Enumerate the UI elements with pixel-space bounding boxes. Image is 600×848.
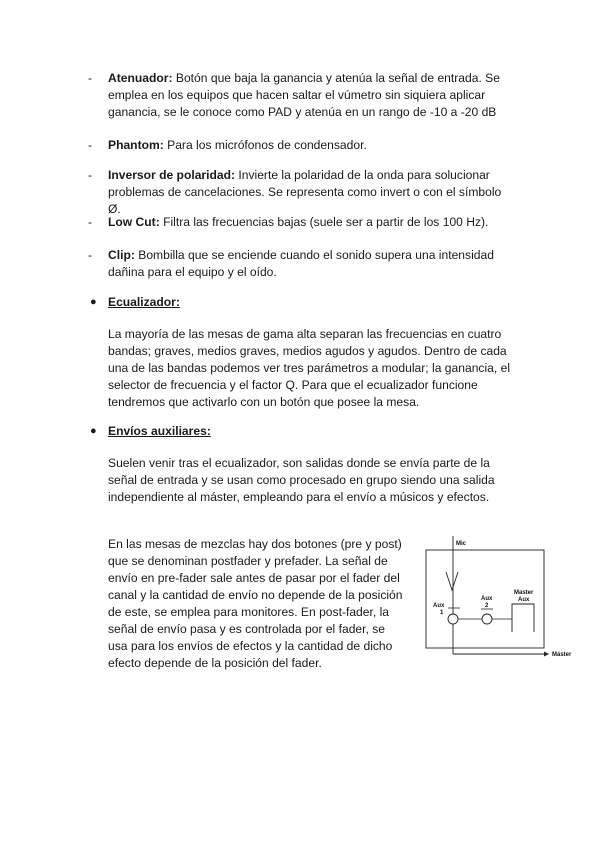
section-title-envios: Envíos auxiliares: (108, 424, 211, 438)
prefader-v-icon (446, 572, 458, 590)
term-phantom: Phantom: (108, 138, 164, 152)
list-item-clip (88, 247, 508, 281)
list-item-atenuador (88, 70, 508, 121)
definition-low-cut: Filtra las frecuencias bajas (suele ser a partir de los 100 Hz). (163, 215, 489, 229)
master-aux-bracket (512, 604, 534, 632)
paragraph-pre-post-fader: En las mesas de mezclas hay dos botones (pre y post) que se denominan postfader y prefader. La señal de envío en pre-fader sale antes de pasar por el fader del canal y la cantidad de envío no depende de la posición de este, se emplea para monitores. En post-fader, la señal de envío pasa y es controlada por el fader, se usa para los envíos de efectos y la cantidad de dicho efecto depende de la posición del fader. (108, 537, 403, 670)
section-heading-envios (90, 423, 211, 440)
aux-send-diagram (426, 536, 572, 658)
master-arrow-icon (544, 652, 549, 657)
aux-send-diagram-svg (426, 536, 572, 658)
aux2-label: Aux (481, 596, 493, 602)
section-heading-ecualizador (90, 294, 180, 311)
aux2-knob-icon (482, 614, 492, 624)
list-dash: - (88, 71, 93, 85)
definition-clip: Bombilla que se enciende cuando el sonido supera una intensidad dañina para el equipo y el oído. (108, 248, 494, 279)
list-item-phantom (88, 137, 508, 154)
section-title-ecualizador: Ecualizador: (108, 295, 180, 309)
term-low-cut: Low Cut: (108, 215, 160, 229)
bullet-icon: ● (90, 425, 97, 437)
definition-atenuador: Botón que baja la ganancia y atenúa la señal de entrada. Se emplea en los equipos que hacen saltar el vúmetro sin siquiera aplicar ganancia, se le conoce como PAD y atenúa en un rango de -10 a -20 dB (108, 71, 500, 119)
master-aux-label-line2: Aux (518, 597, 530, 603)
bullet-icon: ● (90, 296, 97, 308)
list-dash: - (88, 168, 93, 182)
aux2-number: 2 (485, 603, 489, 609)
paragraph-envios: Suelen venir tras el ecualizador, son salidas donde se envía parte de la señal de entrada y se usan como procesado en grupo siendo una salida independiente al máster, empleando para el envío a músicos y efectos. (108, 456, 495, 504)
definition-phantom: Para los micrófonos de condensador. (167, 138, 367, 152)
paragraph-ecualizador: La mayoría de las mesas de gama alta separan las frecuencias en cuatro bandas; graves, medios graves, medios agudos y agudos. Dentro de cada una de las bandas podemos ver tres parámetros a modular; la ganancia, el selector de frecuencia y el factor Q. Para que el ecualizador funcione tendremos que activarlo con un botón que posee la mesa. (108, 327, 511, 409)
term-atenuador: Atenuador: (108, 71, 173, 85)
mic-label: Mic (456, 541, 467, 547)
list-dash: - (88, 138, 93, 152)
list-dash: - (88, 215, 93, 229)
master-label: Máster (552, 652, 572, 658)
aux1-knob-icon (448, 614, 458, 624)
term-inversor: Inversor de polaridad: (108, 168, 236, 182)
aux1-label: Aux (433, 603, 445, 609)
list-dash: - (88, 248, 93, 262)
list-item-low-cut (88, 214, 508, 231)
list-item-inversor (88, 167, 508, 218)
master-aux-label-line1: Master (514, 590, 534, 596)
definition-inversor: Invierte la polaridad de la onda para solucionar problemas de cancelaciones. Se representa como invert o con el símbolo Ø. (108, 168, 502, 216)
term-clip: Clip: (108, 248, 135, 262)
aux1-number: 1 (440, 610, 444, 616)
